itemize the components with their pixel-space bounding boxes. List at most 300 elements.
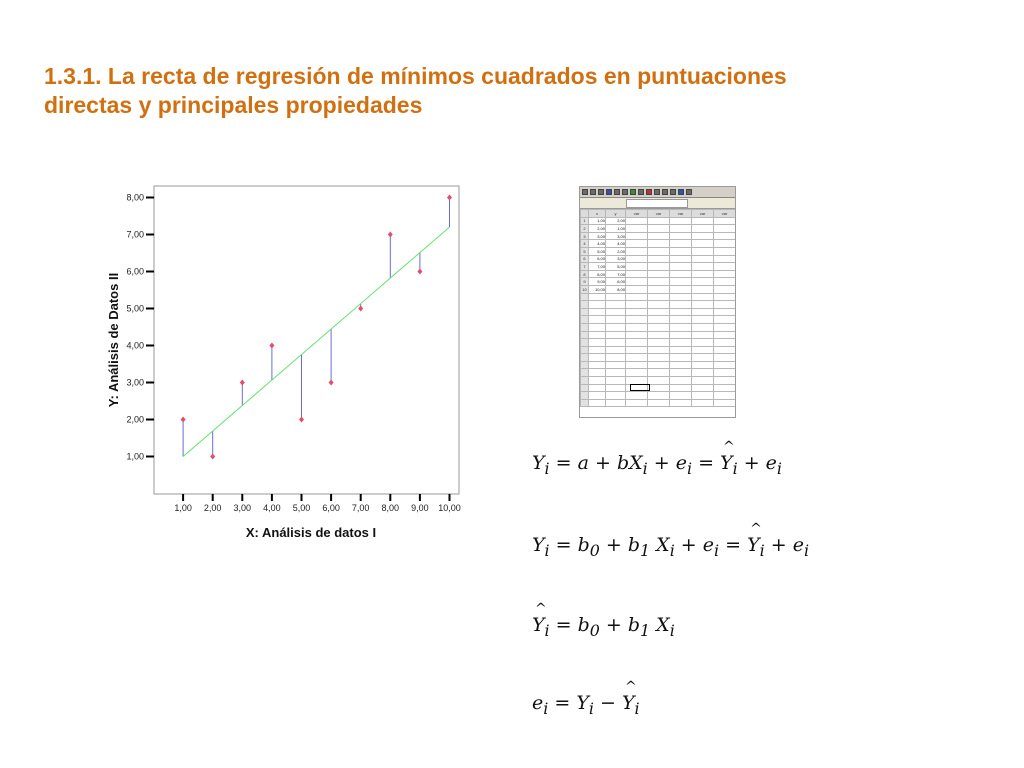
table-row (581, 354, 736, 362)
data-cell[interactable] (714, 331, 736, 339)
x-tick-label: 7,00 (351, 503, 370, 513)
data-cell[interactable] (648, 339, 670, 347)
formula-3-sub: 0 (589, 620, 600, 640)
formula-2-sub: i (669, 540, 675, 560)
formula-1-sub: i (686, 458, 693, 478)
data-cell[interactable] (648, 308, 670, 316)
data-cell[interactable] (626, 392, 648, 400)
data-cell[interactable] (626, 225, 648, 233)
grid-header-row (581, 210, 736, 218)
table-row (581, 339, 736, 347)
weight-icon[interactable] (670, 189, 676, 195)
data-cell[interactable] (589, 339, 606, 347)
data-cell[interactable] (626, 308, 648, 316)
data-cell[interactable] (692, 247, 714, 255)
data-cell[interactable] (692, 278, 714, 286)
data-cell[interactable] (648, 301, 670, 309)
data-cell[interactable] (670, 232, 692, 240)
data-cell[interactable]: 4,00 (606, 240, 626, 248)
dialog-icon[interactable] (606, 189, 612, 195)
data-cell[interactable] (648, 240, 670, 248)
data-cell[interactable] (670, 323, 692, 331)
scatter-chart (100, 180, 472, 560)
data-cell[interactable] (670, 240, 692, 248)
formula-3-part: X (656, 614, 670, 636)
slide-title-line-1: 1.3.1. La recta de regresión de mínimos cuadrados en puntuaciones (44, 63, 787, 89)
x-tick-label: 8,00 (381, 503, 400, 513)
data-cell[interactable] (714, 377, 736, 385)
data-cell[interactable]: 9,00 (589, 278, 606, 286)
formula-4-yhat: ^ Y (622, 692, 635, 714)
data-cell[interactable] (670, 247, 692, 255)
data-cell[interactable] (648, 384, 670, 392)
column-header[interactable]: x (589, 210, 606, 218)
data-cell[interactable] (670, 361, 692, 369)
data-cell[interactable] (648, 369, 670, 377)
data-cell[interactable] (606, 377, 626, 385)
data-cell[interactable] (692, 377, 714, 385)
data-cell[interactable] (714, 316, 736, 324)
table-row (581, 323, 736, 331)
data-cell[interactable] (692, 331, 714, 339)
data-cell[interactable]: 7,00 (606, 270, 626, 278)
data-cell[interactable] (626, 263, 648, 271)
row-number[interactable] (581, 377, 589, 385)
row-number[interactable]: 5 (581, 247, 589, 255)
data-cell[interactable] (670, 293, 692, 301)
y-tick-label: 8,00 (126, 192, 144, 203)
data-cell[interactable]: 2,00 (606, 247, 626, 255)
row-number[interactable]: 8 (581, 270, 589, 278)
formula-3-yhat: ^ Y (532, 614, 545, 636)
data-cell[interactable] (692, 293, 714, 301)
data-cell[interactable] (648, 255, 670, 263)
row-number[interactable]: 7 (581, 263, 589, 271)
data-cell[interactable] (670, 399, 692, 407)
data-cell[interactable] (692, 339, 714, 347)
data-cell[interactable] (714, 232, 736, 240)
table-row (581, 240, 736, 248)
data-cell[interactable]: 8,00 (606, 285, 626, 293)
row-number[interactable]: 9 (581, 278, 589, 286)
data-cell[interactable] (626, 354, 648, 362)
insert-variable-icon[interactable] (654, 189, 660, 195)
row-number[interactable] (581, 331, 589, 339)
x-tick-label: 5,00 (292, 503, 311, 513)
data-cell[interactable] (606, 392, 626, 400)
data-cell[interactable] (692, 263, 714, 271)
row-number[interactable] (581, 354, 589, 362)
y-axis-ticks (126, 193, 154, 462)
chart-icon[interactable] (630, 189, 636, 195)
data-cell[interactable] (648, 323, 670, 331)
data-cell[interactable]: 2,00 (589, 225, 606, 233)
data-cell[interactable] (626, 270, 648, 278)
grid-body (581, 217, 736, 407)
selected-cell[interactable] (630, 384, 650, 391)
data-cell[interactable] (606, 323, 626, 331)
data-cell[interactable] (670, 217, 692, 225)
data-cell[interactable] (648, 399, 670, 407)
table-row (581, 225, 736, 233)
data-cell[interactable]: 2,00 (606, 217, 626, 225)
data-cell[interactable] (589, 308, 606, 316)
data-cell[interactable] (714, 270, 736, 278)
data-cell[interactable] (606, 384, 626, 392)
cell-editor-bar (580, 198, 735, 209)
y-tick-label: 4,00 (126, 340, 144, 351)
x-tick-label: 4,00 (263, 503, 281, 513)
column-header[interactable]: var (692, 210, 714, 218)
data-cell[interactable] (648, 247, 670, 255)
formula-2-part: = b (555, 534, 590, 556)
data-cell[interactable] (648, 225, 670, 233)
slide-title (44, 62, 964, 120)
formula-1-sub: i (642, 458, 648, 478)
data-cell[interactable] (626, 285, 648, 293)
data-cell[interactable] (670, 255, 692, 263)
data-cell[interactable] (714, 278, 736, 286)
x-tick-label: 10,00 (438, 503, 461, 513)
data-cell[interactable] (714, 308, 736, 316)
row-number[interactable] (581, 339, 589, 347)
data-cell[interactable] (648, 361, 670, 369)
formula-3-part: = b (555, 614, 590, 636)
data-cell[interactable] (606, 293, 626, 301)
data-cell[interactable]: 1,00 (589, 217, 606, 225)
undo-icon[interactable] (614, 189, 620, 195)
data-cell[interactable]: 8,00 (589, 270, 606, 278)
data-cell[interactable] (670, 285, 692, 293)
formula-2-sub: i (714, 540, 720, 560)
table-row (581, 247, 736, 255)
labels-icon[interactable] (686, 189, 692, 195)
data-cell[interactable] (589, 361, 606, 369)
data-cell[interactable] (714, 384, 736, 392)
row-number[interactable] (581, 392, 589, 400)
data-cell[interactable] (692, 217, 714, 225)
data-cell[interactable] (692, 240, 714, 248)
open-icon[interactable] (582, 189, 588, 195)
data-cell[interactable]: 1,00 (606, 225, 626, 233)
data-cell[interactable] (589, 346, 606, 354)
column-header[interactable]: var (670, 210, 692, 218)
data-cell[interactable] (606, 316, 626, 324)
data-cell[interactable] (670, 339, 692, 347)
y-tick-label: 7,00 (126, 229, 144, 240)
formula-3-sub: i (544, 620, 550, 640)
insert-case-icon[interactable] (646, 189, 652, 195)
data-cell[interactable]: 3,00 (589, 232, 606, 240)
data-cell[interactable] (714, 323, 736, 331)
data-cell[interactable] (692, 369, 714, 377)
x-tick-label: 6,00 (322, 503, 340, 513)
data-cell[interactable] (648, 331, 670, 339)
data-cell[interactable] (692, 225, 714, 233)
print-icon[interactable] (598, 189, 604, 195)
data-cell[interactable] (648, 392, 670, 400)
y-tick-label: 1,00 (126, 451, 144, 462)
formula-2-part: + e (770, 534, 804, 556)
data-cell[interactable] (648, 285, 670, 293)
data-cell[interactable] (648, 270, 670, 278)
row-number[interactable] (581, 323, 589, 331)
formula-4-sub: i (634, 698, 640, 718)
formula-1-sub: i (544, 458, 550, 478)
data-cell[interactable] (670, 278, 692, 286)
data-cell[interactable] (589, 384, 606, 392)
data-cell[interactable] (692, 255, 714, 263)
data-cell[interactable] (648, 293, 670, 301)
data-cell[interactable] (692, 232, 714, 240)
spss-data-editor (579, 186, 736, 418)
table-row (581, 346, 736, 354)
data-cell[interactable] (670, 316, 692, 324)
row-number[interactable]: 3 (581, 232, 589, 240)
formula-4-part: e (532, 692, 544, 714)
data-cell[interactable] (670, 377, 692, 385)
y-tick-label: 2,00 (126, 414, 144, 425)
data-cell[interactable] (589, 293, 606, 301)
column-header[interactable]: y (606, 210, 626, 218)
table-row (581, 377, 736, 385)
data-cell[interactable] (626, 316, 648, 324)
data-cell[interactable] (670, 301, 692, 309)
table-row (581, 301, 736, 309)
formula-2-sub: 0 (589, 540, 600, 560)
x-axis-title: X: Análisis de datos I (245, 525, 377, 540)
row-number[interactable]: 4 (581, 240, 589, 248)
data-cell[interactable] (714, 399, 736, 407)
data-cell[interactable] (692, 354, 714, 362)
data-cell[interactable] (714, 293, 736, 301)
formula-2-part: + e (680, 534, 715, 556)
row-number[interactable]: 2 (581, 225, 589, 233)
data-cell[interactable] (606, 369, 626, 377)
data-cell[interactable] (626, 293, 648, 301)
data-cell[interactable] (606, 339, 626, 347)
data-cell[interactable] (692, 308, 714, 316)
table-row (581, 399, 736, 407)
data-cell[interactable] (648, 377, 670, 385)
formula-4-part: − (599, 692, 616, 714)
data-cell[interactable] (589, 377, 606, 385)
data-cell[interactable] (692, 270, 714, 278)
save-icon[interactable] (590, 189, 596, 195)
table-row (581, 278, 736, 286)
data-cell[interactable] (692, 399, 714, 407)
data-cell[interactable] (648, 232, 670, 240)
y-tick-label: 3,00 (126, 377, 144, 388)
table-row (581, 316, 736, 324)
data-cell[interactable] (626, 361, 648, 369)
data-cell[interactable] (714, 247, 736, 255)
formula-2-part: Y (532, 534, 545, 556)
formula-3-sub: 1 (640, 620, 651, 640)
data-cell[interactable] (606, 361, 626, 369)
column-header[interactable]: var (626, 210, 648, 218)
row-number[interactable]: 10 (582, 286, 587, 292)
data-cell[interactable] (606, 399, 626, 407)
data-cell[interactable] (626, 240, 648, 248)
row-number[interactable] (581, 308, 589, 316)
data-cell[interactable] (648, 316, 670, 324)
data-cell[interactable]: 10,00 (589, 285, 606, 293)
column-header[interactable]: var (714, 210, 736, 218)
data-cell[interactable] (670, 225, 692, 233)
data-cell[interactable] (648, 346, 670, 354)
data-cell[interactable] (670, 346, 692, 354)
table-row (581, 232, 736, 240)
data-cell[interactable] (714, 263, 736, 271)
formula-3-part: + b (605, 614, 641, 636)
plot-area (154, 186, 459, 494)
formula-2-sub: i (544, 540, 550, 560)
data-cell[interactable] (692, 301, 714, 309)
x-tick-label: 2,00 (203, 503, 222, 513)
data-cell[interactable] (670, 354, 692, 362)
formula-2-sub: 1 (640, 540, 651, 560)
column-header[interactable]: var (648, 210, 670, 218)
x-axis-ticks (174, 494, 460, 513)
data-cell[interactable] (670, 308, 692, 316)
data-cell[interactable] (589, 301, 606, 309)
table-row (581, 384, 736, 392)
data-cell[interactable] (692, 392, 714, 400)
data-cell[interactable] (714, 346, 736, 354)
x-tick-label: 1,00 (174, 503, 192, 513)
formula-2-sub: i (759, 540, 765, 560)
data-cell[interactable] (714, 354, 736, 362)
data-cell[interactable] (626, 323, 648, 331)
data-cell[interactable] (589, 399, 606, 407)
data-cell[interactable] (670, 384, 692, 392)
data-cell[interactable] (670, 331, 692, 339)
goto-icon[interactable] (622, 189, 628, 195)
data-cell[interactable] (714, 339, 736, 347)
data-cell[interactable] (626, 331, 648, 339)
data-cell[interactable] (589, 323, 606, 331)
formula-4 (532, 692, 640, 718)
slide-title-line-2: directas y principales propiedades (44, 92, 423, 118)
data-cell[interactable] (670, 369, 692, 377)
table-row (581, 331, 736, 339)
data-cell[interactable]: 5,00 (606, 263, 626, 271)
row-number[interactable]: 1 (581, 217, 589, 225)
table-row (581, 217, 736, 225)
data-cell[interactable] (626, 346, 648, 354)
table-row (581, 255, 736, 263)
data-grid (580, 209, 736, 407)
data-cell[interactable] (670, 270, 692, 278)
data-cell[interactable]: 3,00 (606, 232, 626, 240)
data-cell[interactable] (626, 255, 648, 263)
row-number[interactable] (581, 316, 589, 324)
find-icon[interactable] (638, 189, 644, 195)
data-cell[interactable] (648, 278, 670, 286)
data-cell[interactable]: 4,00 (589, 240, 606, 248)
row-number[interactable] (581, 369, 589, 377)
data-cell[interactable] (714, 255, 736, 263)
data-cell[interactable] (626, 232, 648, 240)
row-number[interactable] (581, 293, 589, 301)
cell-editor-input[interactable] (626, 199, 688, 208)
formula-2-yhat: ^ Y (747, 534, 760, 556)
data-cell[interactable] (626, 301, 648, 309)
formula-4-part: = Y (554, 692, 589, 714)
data-cell[interactable] (692, 285, 714, 293)
data-cell[interactable] (626, 217, 648, 225)
data-cell[interactable] (589, 369, 606, 377)
data-cell[interactable] (626, 369, 648, 377)
data-cell[interactable] (692, 361, 714, 369)
data-cell[interactable] (648, 217, 670, 225)
data-cell[interactable] (714, 225, 736, 233)
data-cell[interactable] (626, 247, 648, 255)
formula-4-sub: i (543, 698, 549, 718)
split-icon[interactable] (662, 189, 668, 195)
row-number[interactable]: 6 (581, 255, 589, 263)
data-cell[interactable] (606, 331, 626, 339)
data-cell[interactable] (606, 354, 626, 362)
y-tick-label: 5,00 (126, 303, 144, 314)
data-cell[interactable] (692, 346, 714, 354)
data-cell[interactable] (648, 263, 670, 271)
formula-2-part: = (725, 534, 742, 556)
data-cell[interactable] (714, 301, 736, 309)
table-row (581, 285, 736, 293)
data-cell[interactable] (692, 384, 714, 392)
grid-corner[interactable] (581, 210, 589, 218)
formula-1-sub: i (732, 458, 738, 478)
data-cell[interactable] (648, 354, 670, 362)
data-cell[interactable] (589, 316, 606, 324)
data-cell[interactable] (714, 285, 736, 293)
data-cell[interactable] (589, 331, 606, 339)
data-cell[interactable] (714, 361, 736, 369)
data-cell[interactable]: 6,00 (589, 255, 606, 263)
data-cell[interactable] (714, 392, 736, 400)
data-cell[interactable] (606, 308, 626, 316)
y-tick-label: 6,00 (126, 266, 144, 277)
data-cell[interactable] (626, 339, 648, 347)
select-icon[interactable] (678, 189, 684, 195)
data-cell[interactable] (670, 392, 692, 400)
data-cell[interactable]: 3,00 (606, 255, 626, 263)
data-cell[interactable] (670, 263, 692, 271)
data-cell[interactable] (692, 316, 714, 324)
row-number[interactable] (581, 384, 589, 392)
row-number[interactable] (581, 301, 589, 309)
data-cell[interactable] (626, 399, 648, 407)
data-cell[interactable] (714, 240, 736, 248)
data-cell[interactable] (606, 301, 626, 309)
data-cell[interactable] (626, 278, 648, 286)
data-cell[interactable] (714, 217, 736, 225)
data-cell[interactable]: 5,00 (589, 247, 606, 255)
data-cell[interactable] (692, 323, 714, 331)
data-cell[interactable]: 6,00 (606, 278, 626, 286)
row-number[interactable] (581, 399, 589, 407)
data-cell[interactable]: 7,00 (589, 263, 606, 271)
data-cell[interactable] (714, 369, 736, 377)
row-number[interactable] (581, 346, 589, 354)
data-cell[interactable] (606, 346, 626, 354)
data-cell[interactable] (589, 354, 606, 362)
row-number[interactable] (581, 361, 589, 369)
data-cell[interactable] (589, 392, 606, 400)
formula-1-part: + e (653, 452, 687, 474)
